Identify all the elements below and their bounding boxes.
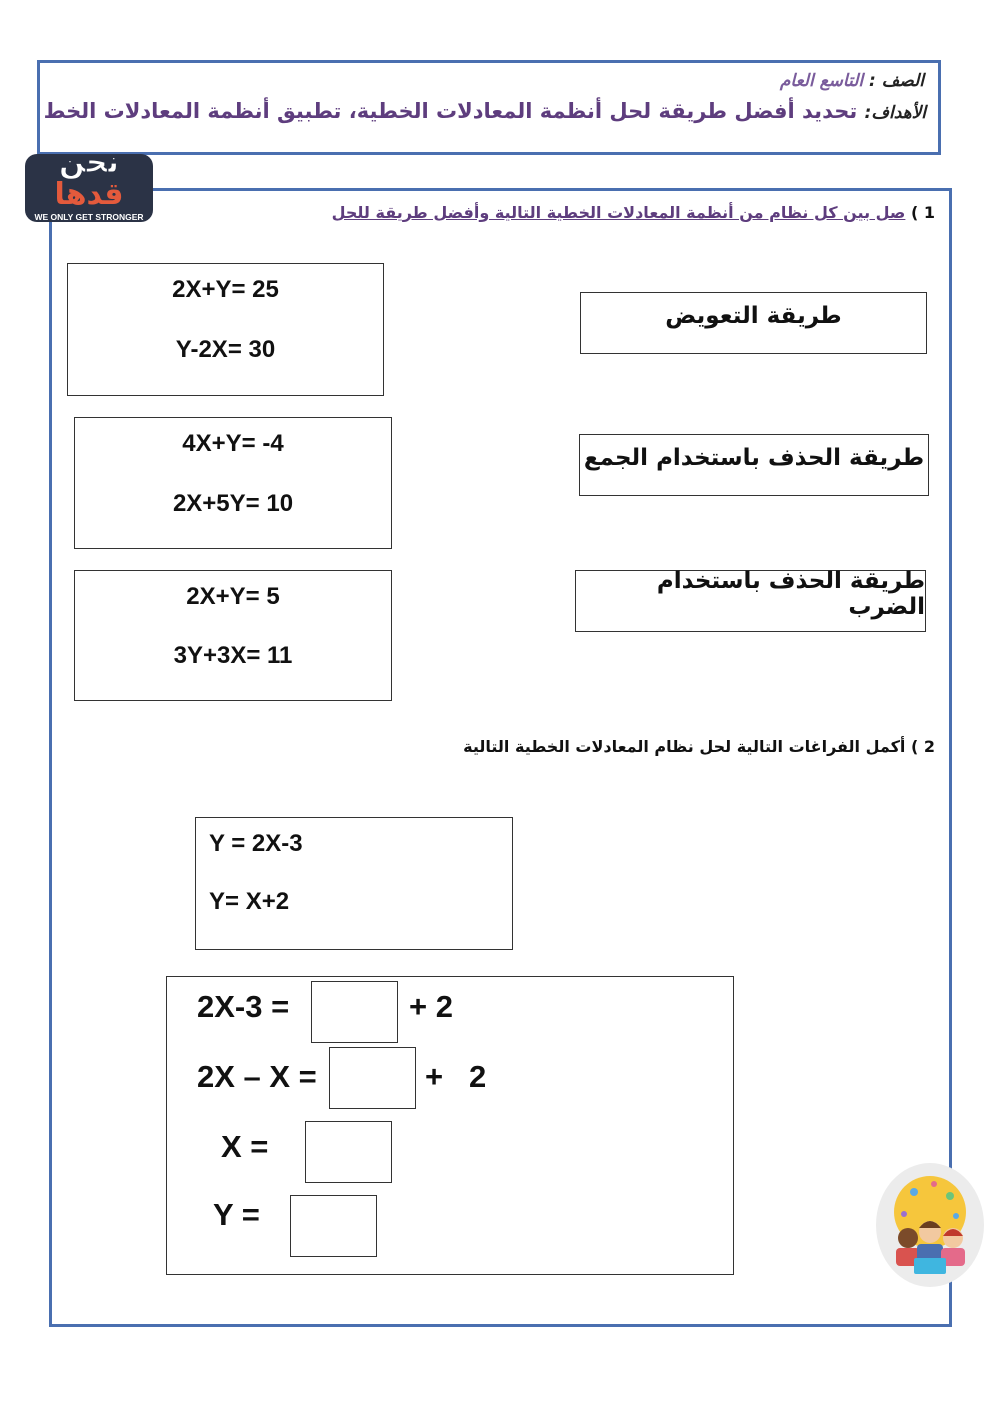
- system-1-eq2: Y-2X= 30: [175, 336, 276, 363]
- system-1-eq1: 2X+Y= 25: [172, 276, 279, 303]
- question2-title: [463, 737, 935, 756]
- system-box-1[interactable]: [67, 263, 384, 396]
- blank-4[interactable]: [290, 1195, 377, 1257]
- svg-text:قدها: قدها: [54, 177, 124, 212]
- question1-text: صل بين كل نظام من أنظمة المعادلات الخطية التالية وأفضل طريقة للحل: [331, 203, 906, 222]
- grade-value: التاسع العام: [779, 71, 864, 91]
- goals-line: [44, 99, 926, 123]
- system-3-eq1: 2X+Y= 5: [186, 583, 280, 610]
- system-box-2[interactable]: [74, 417, 392, 549]
- grade-line: [780, 71, 924, 91]
- step-1-right: + 2: [409, 989, 453, 1024]
- question2-system-box: [195, 817, 513, 950]
- step-1-left: 2X-3 =: [197, 989, 290, 1024]
- system-3-eq2: 3Y+3X= 11: [173, 642, 293, 669]
- blank-2[interactable]: [329, 1047, 416, 1109]
- blank-1[interactable]: [311, 981, 398, 1043]
- question2-work-box: [166, 976, 734, 1275]
- svg-text:WE ONLY GET STRONGER: WE ONLY GET STRONGER: [34, 212, 144, 222]
- question2-eq1: Y = 2X-3: [209, 830, 303, 857]
- question2-number: 2 ): [910, 737, 935, 756]
- svg-text:نحن: نحن: [59, 145, 119, 180]
- blank-3[interactable]: [305, 1121, 392, 1183]
- question1-number: 1 ): [910, 203, 935, 222]
- question2-eq2: Y= X+2: [209, 888, 290, 915]
- question1-title: [332, 203, 935, 222]
- students-illustration-icon: [874, 1162, 986, 1292]
- step-4-left: Y =: [213, 1197, 260, 1232]
- step-3-left: X =: [221, 1129, 269, 1164]
- system-2-eq1: 4X+Y= -4: [182, 430, 284, 457]
- question2-text: أكمل الفراغات التالية لحل نظام المعادلات الخطية التالية: [463, 737, 906, 756]
- system-box-3[interactable]: [74, 570, 392, 701]
- method-box-elimination-addition[interactable]: طريقة الحذف باستخدام الجمع: [579, 434, 929, 496]
- grade-label: الصف :: [869, 71, 924, 91]
- goals-value: تحديد أفضل طريقة لحل أنظمة المعادلات الخطية، تطبيق أنظمة المعادلات الخط: [43, 99, 858, 123]
- method-box-elimination-multiplication[interactable]: طريقة الحذف باستخدام الضرب: [575, 570, 926, 632]
- goals-label: الأهداف:: [864, 103, 926, 123]
- logo-icon: [22, 132, 156, 230]
- step-2-right: + 2: [425, 1059, 487, 1094]
- header-box: [37, 60, 941, 155]
- system-2-eq2: 2X+5Y= 10: [172, 490, 294, 517]
- step-2-left: 2X – X =: [197, 1059, 317, 1094]
- method-box-substitution[interactable]: طريقة التعويض: [580, 292, 927, 354]
